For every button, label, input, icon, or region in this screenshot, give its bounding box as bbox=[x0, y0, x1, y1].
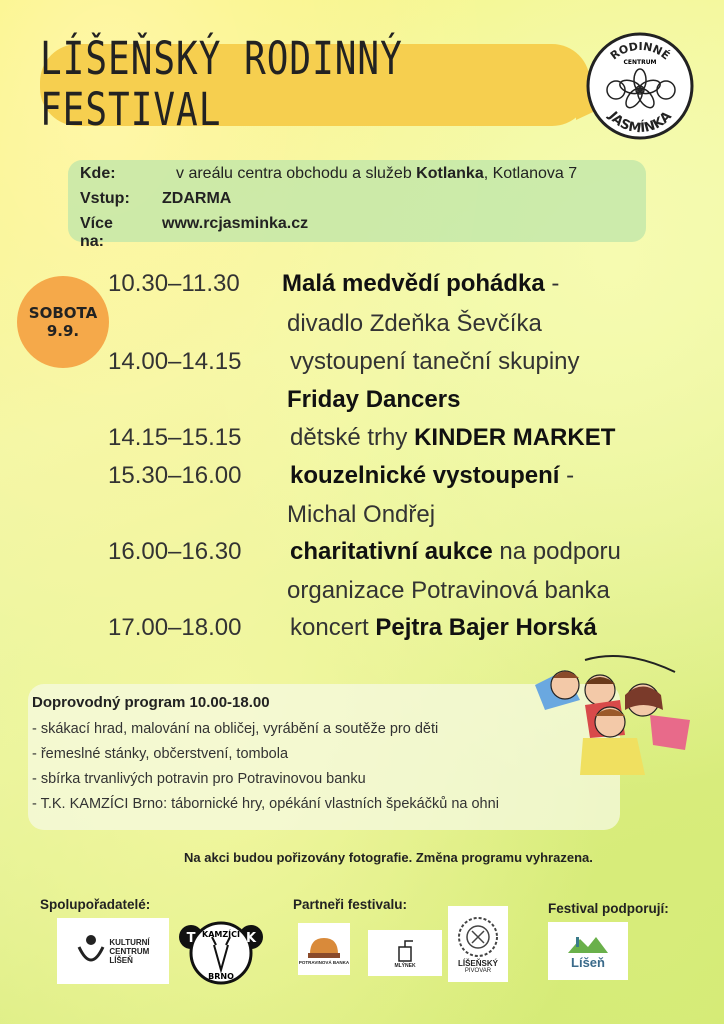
tk-letter-k: K bbox=[245, 931, 257, 946]
tk-kamzici-logo bbox=[176, 915, 266, 987]
kc-line: CENTRUM bbox=[109, 946, 150, 956]
kc-line: KULTURNÍ bbox=[109, 937, 150, 947]
program-time: 14.15–15.15 bbox=[108, 424, 242, 451]
info-value: v areálu centra obchodu a služeb Kotlanka, Kotlanova 7 bbox=[176, 165, 578, 182]
info-label: Kde: bbox=[80, 165, 116, 182]
program-time: 17.00–18.00 bbox=[108, 614, 242, 641]
badge-day: SOBOTA bbox=[28, 304, 98, 322]
kc-line: LÍŠEŇ bbox=[109, 955, 133, 965]
co-organizers-label: Spolupořadatelé: bbox=[40, 897, 151, 912]
kids-illustration bbox=[525, 650, 700, 780]
partners-label: Partneři festivalu: bbox=[293, 897, 408, 912]
list-item: - T.K. KAMZÍCI Brno: tábornické hry, opékání vlastních špekáčků na ohni bbox=[32, 796, 499, 812]
kc-lisen-logo bbox=[57, 918, 169, 984]
date-badge bbox=[17, 276, 109, 368]
program-item: charitativní aukce na podporu bbox=[290, 538, 621, 565]
accompanying-title: Doprovodný program 10.00-18.00 bbox=[32, 694, 270, 711]
tk-city: BRNO bbox=[208, 972, 234, 981]
mlynek-logo bbox=[368, 930, 442, 976]
program-item: vystoupení taneční skupiny bbox=[290, 348, 580, 375]
lisen-city-logo bbox=[548, 922, 628, 980]
list-item: - skákací hrad, malování na obličej, vyrábění a soutěže pro děti bbox=[32, 721, 439, 737]
kc-icon bbox=[76, 933, 106, 969]
program-item: kouzelnické vystoupení - bbox=[290, 462, 575, 489]
supporters-label: Festival podporují: bbox=[548, 901, 669, 916]
pivovar-name: LÍŠEŇSKÝ bbox=[457, 958, 498, 968]
logo-middle-text: CENTRUM bbox=[623, 59, 657, 66]
logo-bottom-text: JASMÍNKA bbox=[605, 108, 675, 137]
program-time: 15.30–16.00 bbox=[108, 462, 242, 489]
banka-text: POTRAVINOVÁ BANKA bbox=[298, 959, 350, 965]
badge-date: 9.9. bbox=[46, 322, 80, 340]
grinder-icon bbox=[392, 937, 418, 963]
pivovar-emblem-icon bbox=[456, 915, 500, 959]
program-item-line2: divadlo Zdeňka Ševčíka bbox=[287, 310, 542, 337]
tk-name: KAMZÍCI bbox=[202, 930, 240, 939]
program-item-line2: Friday Dancers bbox=[287, 386, 461, 413]
program-item: dětské trhy KINDER MARKET bbox=[290, 424, 616, 451]
program-time: 14.00–14.15 bbox=[108, 348, 242, 375]
jasminka-logo bbox=[586, 32, 694, 140]
festival-title: LÍŠEŇSKÝ RODINNÝ FESTIVAL bbox=[40, 33, 403, 137]
bread-icon bbox=[306, 934, 342, 960]
mlynek-text: MLÝNEK bbox=[394, 963, 416, 969]
tk-letter-t: T bbox=[186, 931, 196, 946]
list-item: - řemeslné stánky, občerstvení, tombola bbox=[32, 746, 289, 762]
logo-top-text: RODINNÉ bbox=[607, 39, 673, 63]
photo-note: Na akci budou pořizovány fotografie. Změna programu vyhrazena. bbox=[184, 850, 593, 865]
info-value: ZDARMA bbox=[162, 190, 232, 207]
lisen-text: Líšeň bbox=[571, 954, 605, 970]
potravinova-banka-logo bbox=[298, 923, 350, 975]
program-item-line2: Michal Ondřej bbox=[287, 501, 436, 528]
hills-icon bbox=[566, 933, 610, 955]
program-time: 16.00–16.30 bbox=[108, 538, 242, 565]
lisensky-pivovar-logo bbox=[448, 906, 508, 982]
pivovar-sub: PIVOVAR bbox=[464, 967, 492, 974]
program-item: Malá medvědí pohádka - bbox=[282, 270, 560, 297]
list-item: - sbírka trvanlivých potravin pro Potravinovou banku bbox=[32, 771, 366, 787]
title-bubble bbox=[40, 33, 590, 137]
program-item: koncert Pejtra Bajer Horská bbox=[290, 614, 597, 641]
info-label: Vstup: bbox=[80, 190, 130, 207]
website-link[interactable]: www.rcjasminka.cz bbox=[162, 215, 309, 232]
program-item-line2: organizace Potravinová banka bbox=[287, 577, 610, 604]
program-time: 10.30–11.30 bbox=[108, 270, 240, 297]
info-label: Více na: bbox=[80, 215, 113, 250]
